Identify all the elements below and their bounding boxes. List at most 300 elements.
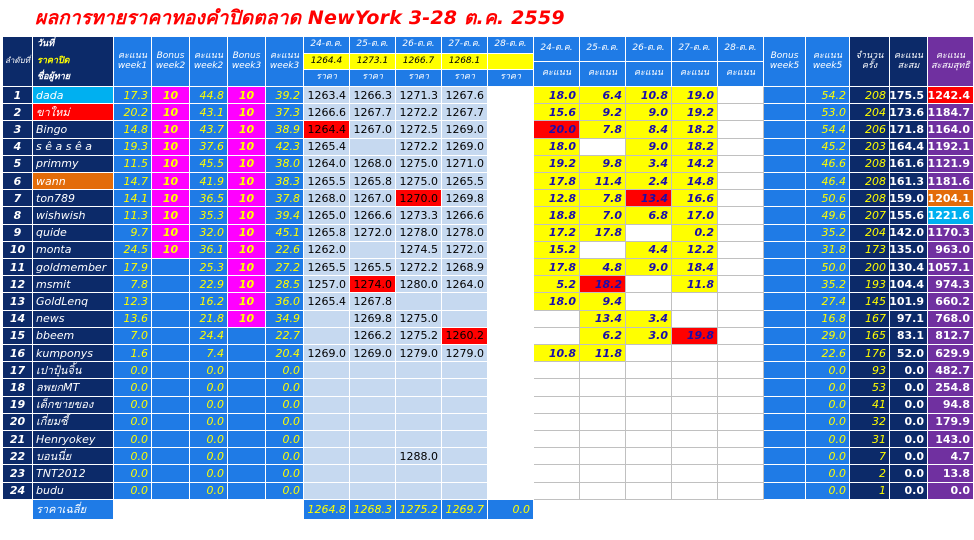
- row-week3: 38.3: [266, 173, 304, 190]
- row-count: 200: [850, 259, 890, 276]
- header-week3-line: week3: [269, 60, 300, 71]
- row-price-guess: 1278.0: [396, 225, 442, 242]
- row-bonus5: [764, 448, 806, 465]
- row-bonus5: [764, 397, 806, 414]
- row-week3: 22.7: [266, 328, 304, 345]
- row-bonus3: 10: [228, 259, 266, 276]
- row-score: 7.0: [580, 207, 626, 224]
- row-score: 19.2: [672, 104, 718, 121]
- header-score-word: คะแนน: [718, 62, 764, 87]
- row-net-total: 1170.3: [928, 225, 974, 242]
- row-score: [718, 397, 764, 414]
- row-week1: 14.7: [114, 173, 152, 190]
- header-count-line: จำนวน: [855, 51, 884, 62]
- row-price-guess: [488, 483, 534, 500]
- row-net-total: 1181.6: [928, 173, 974, 190]
- row-price-guess: [442, 414, 488, 431]
- row-score: 18.2: [672, 121, 718, 138]
- row-week2: 36.5: [190, 190, 228, 207]
- row-week3: 34.9: [266, 311, 304, 328]
- row-price-guess: 1265.5: [304, 259, 350, 276]
- row-player-name: monta: [33, 242, 114, 259]
- row-score: [580, 362, 626, 379]
- row-price-guess: 1269.0: [442, 139, 488, 156]
- row-score: [534, 448, 580, 465]
- row-score: 18.2: [672, 139, 718, 156]
- row-count: 167: [850, 311, 890, 328]
- row-score: [672, 414, 718, 431]
- row-player-name: เกี่ยมซี้: [33, 414, 114, 431]
- row-price-guess: 1267.6: [442, 87, 488, 104]
- row-total: 0.0: [890, 397, 928, 414]
- row-score: [672, 448, 718, 465]
- row-score: [672, 293, 718, 310]
- row-bonus5: [764, 242, 806, 259]
- row-price-guess: 1266.6: [304, 104, 350, 121]
- row-week5: 16.8: [806, 311, 850, 328]
- row-week5: 46.4: [806, 173, 850, 190]
- row-week1: 11.3: [114, 207, 152, 224]
- row-count: 208: [850, 173, 890, 190]
- row-score: [718, 483, 764, 500]
- row-count: 53: [850, 379, 890, 396]
- row-score: [718, 173, 764, 190]
- row-score: [534, 328, 580, 345]
- row-score: 18.0: [534, 139, 580, 156]
- header-week2-line: คะแนน: [194, 51, 223, 62]
- row-week2: 44.8: [190, 87, 228, 104]
- row-count: 173: [850, 242, 890, 259]
- row-player-name: GoldLenq: [33, 293, 114, 310]
- row-net-total: 1121.9: [928, 156, 974, 173]
- row-price-guess: 1275.0: [396, 311, 442, 328]
- row-total: 135.0: [890, 242, 928, 259]
- row-bonus5: [764, 173, 806, 190]
- row-rank: 18: [3, 379, 33, 396]
- header-score-word: คะแนน: [580, 62, 626, 87]
- row-price-guess: [350, 362, 396, 379]
- row-bonus5: [764, 465, 806, 482]
- row-week2: 43.7: [190, 121, 228, 138]
- row-week2: 0.0: [190, 448, 228, 465]
- row-price-guess: [350, 379, 396, 396]
- row-price-guess: 1267.8: [350, 293, 396, 310]
- row-player-name: kumponys: [33, 345, 114, 362]
- header-week1-line: week1: [117, 60, 148, 71]
- row-score: 13.4: [580, 311, 626, 328]
- row-score: 7.8: [580, 121, 626, 138]
- row-player-name: Bingo: [33, 121, 114, 138]
- row-score: [672, 362, 718, 379]
- row-week5: 0.0: [806, 465, 850, 482]
- row-price-guess: [488, 104, 534, 121]
- row-total: 0.0: [890, 448, 928, 465]
- header-bonus3-line: week3: [231, 60, 262, 71]
- row-score: 19.0: [672, 87, 718, 104]
- row-week1: 14.1: [114, 190, 152, 207]
- header-bonus2-line: week2: [155, 60, 186, 71]
- row-week3: 37.3: [266, 104, 304, 121]
- row-total: 0.0: [890, 465, 928, 482]
- row-price-guess: 1272.0: [442, 242, 488, 259]
- header-price-word: ราคา: [350, 70, 396, 87]
- row-price-guess: 1271.0: [442, 156, 488, 173]
- row-bonus3: [228, 328, 266, 345]
- row-week3: 39.4: [266, 207, 304, 224]
- row-score: 17.8: [534, 173, 580, 190]
- row-net-total: 812.7: [928, 328, 974, 345]
- row-count: 145: [850, 293, 890, 310]
- row-score: [534, 397, 580, 414]
- header-bonus5-line: week5: [769, 60, 800, 71]
- row-score: 5.2: [534, 276, 580, 293]
- row-week1: 17.3: [114, 87, 152, 104]
- row-week1: 0.0: [114, 414, 152, 431]
- row-price-guess: [488, 431, 534, 448]
- row-bonus5: [764, 225, 806, 242]
- row-price-guess: 1265.8: [304, 225, 350, 242]
- row-score: 17.8: [580, 225, 626, 242]
- row-price-guess: [396, 483, 442, 500]
- row-score: [718, 190, 764, 207]
- row-week5: 45.2: [806, 139, 850, 156]
- row-price-guess: 1275.0: [396, 156, 442, 173]
- row-week1: 0.0: [114, 465, 152, 482]
- row-total: 101.9: [890, 293, 928, 310]
- row-score: [626, 414, 672, 431]
- row-score: [534, 414, 580, 431]
- row-score: 19.8: [672, 328, 718, 345]
- row-score: 6.8: [626, 207, 672, 224]
- row-price-guess: 1272.2: [396, 139, 442, 156]
- header-week2-line: week2: [193, 60, 224, 71]
- header-net: [928, 37, 974, 87]
- row-score: [580, 448, 626, 465]
- header-bonus3: [228, 37, 266, 87]
- footer-average-label: ราคาเฉลี่ย: [33, 500, 114, 520]
- row-bonus2: 10: [152, 242, 190, 259]
- row-score: [718, 121, 764, 138]
- row-score: [718, 465, 764, 482]
- row-bonus2: 10: [152, 104, 190, 121]
- row-score: 18.4: [672, 259, 718, 276]
- row-total: 171.8: [890, 121, 928, 138]
- header-total: [890, 37, 928, 87]
- row-score: [718, 156, 764, 173]
- row-score: [718, 431, 764, 448]
- row-week2: 43.1: [190, 104, 228, 121]
- row-week1: 0.0: [114, 379, 152, 396]
- row-count: 93: [850, 362, 890, 379]
- row-price-guess: [350, 431, 396, 448]
- row-rank: 23: [3, 465, 33, 482]
- row-price-guess: [442, 465, 488, 482]
- header-price-word: ราคา: [442, 70, 488, 87]
- row-total: 130.4: [890, 259, 928, 276]
- row-bonus5: [764, 293, 806, 310]
- row-week3: 39.2: [266, 87, 304, 104]
- row-week2: 7.4: [190, 345, 228, 362]
- row-score: [672, 345, 718, 362]
- row-price-guess: 1265.0: [304, 207, 350, 224]
- row-week1: 1.6: [114, 345, 152, 362]
- row-player-name: quide: [33, 225, 114, 242]
- header-name: [33, 37, 114, 87]
- row-rank: 6: [3, 173, 33, 190]
- row-week5: 35.2: [806, 276, 850, 293]
- row-bonus2: 10: [152, 225, 190, 242]
- row-price-guess: [350, 397, 396, 414]
- row-player-name: TNT2012: [33, 465, 114, 482]
- row-price-guess: 1273.3: [396, 207, 442, 224]
- row-bonus5: [764, 121, 806, 138]
- row-score: 11.8: [580, 345, 626, 362]
- header-price-word: ราคา: [488, 70, 534, 87]
- header-bonus5: [764, 37, 806, 87]
- row-week5: 27.4: [806, 293, 850, 310]
- row-net-total: 1204.1: [928, 190, 974, 207]
- row-price-guess: [488, 345, 534, 362]
- row-score: [718, 414, 764, 431]
- header-count: [850, 37, 890, 87]
- row-bonus3: 10: [228, 276, 266, 293]
- row-net-total: 1242.4: [928, 87, 974, 104]
- row-total: 0.0: [890, 362, 928, 379]
- row-score: 10.8: [534, 345, 580, 362]
- row-score: 3.4: [626, 156, 672, 173]
- row-score: 13.4: [626, 190, 672, 207]
- row-week5: 22.6: [806, 345, 850, 362]
- row-price-guess: 1279.0: [442, 345, 488, 362]
- row-bonus3: 10: [228, 207, 266, 224]
- row-week5: 53.0: [806, 104, 850, 121]
- header-bonus5-line: Bonus: [770, 51, 799, 62]
- row-player-name: ลพยกMT: [33, 379, 114, 396]
- row-week1: 0.0: [114, 362, 152, 379]
- row-week2: 0.0: [190, 431, 228, 448]
- row-price-guess: [442, 431, 488, 448]
- row-week2: 16.2: [190, 293, 228, 310]
- row-score: [672, 379, 718, 396]
- row-week5: 0.0: [806, 397, 850, 414]
- row-total: 161.6: [890, 156, 928, 173]
- header-price-date: 27-ต.ค.: [442, 37, 488, 54]
- footer-average-price: 1268.3: [350, 500, 396, 520]
- row-total: 97.1: [890, 311, 928, 328]
- row-score: [626, 465, 672, 482]
- row-week3: 42.3: [266, 139, 304, 156]
- row-net-total: 1184.7: [928, 104, 974, 121]
- row-week5: 0.0: [806, 483, 850, 500]
- row-bonus5: [764, 259, 806, 276]
- row-total: 164.4: [890, 139, 928, 156]
- row-rank: 12: [3, 276, 33, 293]
- row-rank: 14: [3, 311, 33, 328]
- row-price-guess: 1267.0: [350, 121, 396, 138]
- row-price-guess: [304, 397, 350, 414]
- row-price-guess: [350, 448, 396, 465]
- row-price-guess: 1269.8: [442, 190, 488, 207]
- row-week3: 28.5: [266, 276, 304, 293]
- row-week2: 35.3: [190, 207, 228, 224]
- row-price-guess: 1266.6: [442, 207, 488, 224]
- row-week2: 37.6: [190, 139, 228, 156]
- row-price-guess: 1260.2: [442, 328, 488, 345]
- row-bonus3: [228, 362, 266, 379]
- row-score: [718, 276, 764, 293]
- row-bonus5: [764, 139, 806, 156]
- page-title: ผลการทายราคาทองคำปิดตลาด NewYork 3-28 ต.ค. 2559: [35, 7, 565, 29]
- row-price-guess: 1268.0: [350, 156, 396, 173]
- row-score: 14.8: [672, 173, 718, 190]
- row-price-guess: [442, 397, 488, 414]
- row-score: 18.0: [534, 87, 580, 104]
- row-price-guess: [396, 397, 442, 414]
- row-rank: 21: [3, 431, 33, 448]
- row-bonus5: [764, 104, 806, 121]
- row-week2: 32.0: [190, 225, 228, 242]
- row-bonus3: 10: [228, 87, 266, 104]
- row-bonus2: [152, 276, 190, 293]
- row-bonus3: 10: [228, 139, 266, 156]
- row-score: 11.4: [580, 173, 626, 190]
- row-price-guess: [488, 225, 534, 242]
- row-score: [580, 397, 626, 414]
- row-score: 9.2: [580, 104, 626, 121]
- row-price-guess: 1265.8: [350, 173, 396, 190]
- row-total: 173.6: [890, 104, 928, 121]
- row-score: [534, 362, 580, 379]
- row-rank: 10: [3, 242, 33, 259]
- row-score: 9.4: [580, 293, 626, 310]
- row-net-total: 974.3: [928, 276, 974, 293]
- row-bonus5: [764, 190, 806, 207]
- header-score-word: คะแนน: [534, 62, 580, 87]
- footer-average-price: 1269.7: [442, 500, 488, 520]
- row-net-total: 1164.0: [928, 121, 974, 138]
- row-score: [626, 379, 672, 396]
- row-total: 159.0: [890, 190, 928, 207]
- row-price-guess: [350, 465, 396, 482]
- row-price-guess: 1265.4: [304, 139, 350, 156]
- row-bonus2: [152, 379, 190, 396]
- row-week3: 20.4: [266, 345, 304, 362]
- row-bonus3: [228, 483, 266, 500]
- row-week5: 46.6: [806, 156, 850, 173]
- row-score: [672, 311, 718, 328]
- row-count: 207: [850, 207, 890, 224]
- row-price-guess: [488, 362, 534, 379]
- row-week3: 0.0: [266, 397, 304, 414]
- row-price-guess: 1274.5: [396, 242, 442, 259]
- row-player-name: primmy: [33, 156, 114, 173]
- row-score: 9.0: [626, 139, 672, 156]
- row-player-name: ขาใหม่: [33, 104, 114, 121]
- row-score: 15.6: [534, 104, 580, 121]
- row-price-guess: 1267.7: [350, 104, 396, 121]
- row-week1: 14.8: [114, 121, 152, 138]
- header-bonus3-line: Bonus: [232, 51, 261, 62]
- row-week2: 0.0: [190, 397, 228, 414]
- row-score: [534, 311, 580, 328]
- row-bonus3: [228, 465, 266, 482]
- row-bonus2: 10: [152, 121, 190, 138]
- row-bonus2: 10: [152, 207, 190, 224]
- row-price-guess: 1265.4: [304, 293, 350, 310]
- row-price-guess: [488, 293, 534, 310]
- row-score: 18.8: [534, 207, 580, 224]
- row-count: 208: [850, 87, 890, 104]
- row-week1: 0.0: [114, 483, 152, 500]
- row-score: [626, 448, 672, 465]
- row-week2: 0.0: [190, 414, 228, 431]
- header-count-line: ครั้ง: [861, 60, 878, 71]
- row-score: 3.4: [626, 311, 672, 328]
- row-bonus2: [152, 311, 190, 328]
- row-price-guess: [396, 414, 442, 431]
- row-score: [626, 483, 672, 500]
- row-bonus5: [764, 431, 806, 448]
- row-rank: 15: [3, 328, 33, 345]
- row-score: [718, 87, 764, 104]
- row-score: [718, 104, 764, 121]
- row-count: 193: [850, 276, 890, 293]
- row-price-guess: [442, 448, 488, 465]
- row-price-guess: 1266.2: [350, 328, 396, 345]
- row-bonus5: [764, 156, 806, 173]
- row-price-guess: [396, 362, 442, 379]
- row-score: [718, 225, 764, 242]
- row-bonus2: [152, 397, 190, 414]
- row-score: [718, 242, 764, 259]
- row-bonus2: [152, 345, 190, 362]
- row-rank: 1: [3, 87, 33, 104]
- row-player-name: budu: [33, 483, 114, 500]
- row-price-guess: [488, 311, 534, 328]
- row-net-total: 629.9: [928, 345, 974, 362]
- row-player-name: เปาปุ้นจิ้น: [33, 362, 114, 379]
- row-bonus3: [228, 397, 266, 414]
- row-bonus2: 10: [152, 190, 190, 207]
- row-week1: 0.0: [114, 431, 152, 448]
- row-price-guess: [488, 397, 534, 414]
- row-bonus5: [764, 311, 806, 328]
- header-price-date: 24-ต.ค.: [304, 37, 350, 54]
- row-week3: 0.0: [266, 483, 304, 500]
- row-week5: 29.0: [806, 328, 850, 345]
- header-score-date: 25-ต.ค.: [580, 37, 626, 62]
- row-count: 176: [850, 345, 890, 362]
- header-price-word: ราคา: [396, 70, 442, 87]
- header-name-line: ราคาปิด: [37, 55, 70, 66]
- row-week3: 27.2: [266, 259, 304, 276]
- row-price-guess: 1275.0: [396, 173, 442, 190]
- header-total-line: คะแนน: [894, 51, 923, 62]
- row-count: 203: [850, 139, 890, 156]
- header-bonus2: [152, 37, 190, 87]
- row-price-guess: [488, 448, 534, 465]
- row-total: 0.0: [890, 379, 928, 396]
- row-score: [718, 259, 764, 276]
- row-week1: 0.0: [114, 397, 152, 414]
- row-price-guess: [488, 139, 534, 156]
- row-score: 18.2: [580, 276, 626, 293]
- row-price-guess: [488, 465, 534, 482]
- row-week3: 38.0: [266, 156, 304, 173]
- row-price-guess: 1270.0: [396, 190, 442, 207]
- row-bonus5: [764, 379, 806, 396]
- row-price-guess: [304, 311, 350, 328]
